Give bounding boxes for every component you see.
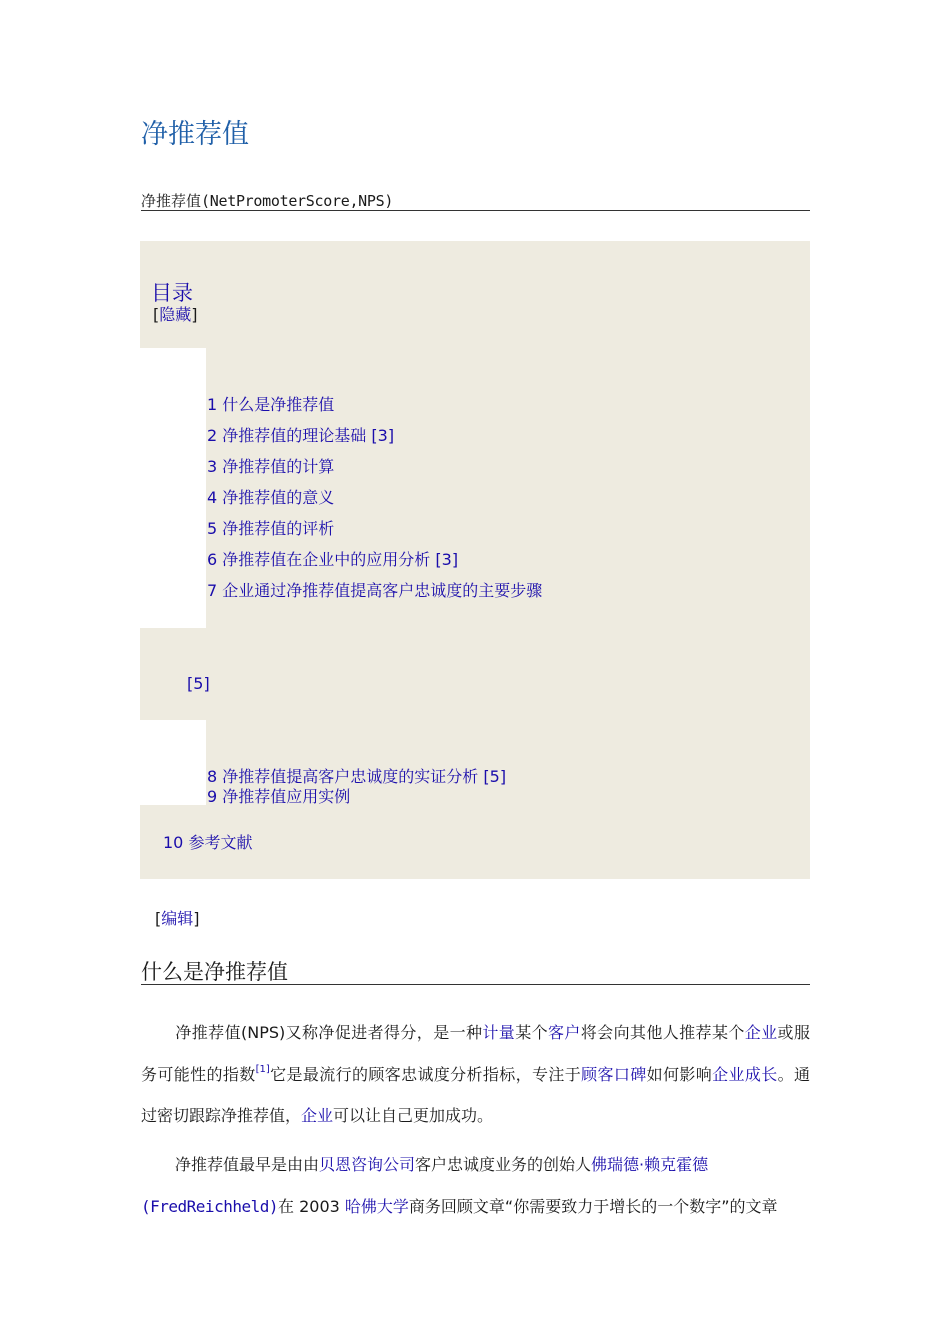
toc-item-4[interactable]: 4 净推荐值的意义 xyxy=(207,488,335,507)
page-subtitle: 净推荐值(NetPromoterScore,NPS) xyxy=(141,192,810,211)
toc-item-5[interactable]: 5 净推荐值的评析 xyxy=(207,519,335,538)
toc-heading: 目录 xyxy=(151,281,193,305)
toc-hide-toggle[interactable]: [隐藏] xyxy=(153,305,198,324)
link-fred-cn[interactable]: 佛瑞德·赖克霍德 xyxy=(591,1155,709,1174)
edit-link[interactable]: [编辑] xyxy=(155,909,200,928)
toc-item-3[interactable]: 3 净推荐值的计算 xyxy=(207,457,335,476)
link-enterprise[interactable]: 企业 xyxy=(744,1023,778,1042)
toc-item-9[interactable]: 9 净推荐值应用实例 xyxy=(207,787,351,806)
toc-item-8[interactable]: 8 净推荐值提高客户忠诚度的实证分析 [5] xyxy=(207,767,507,786)
toc-item-1[interactable]: 1 什么是净推荐值 xyxy=(207,395,335,414)
link-customer[interactable]: 客户 xyxy=(547,1023,581,1042)
citation-1[interactable]: [1] xyxy=(255,1063,270,1075)
toc-item-10[interactable]: 10 参考文献 xyxy=(163,833,253,852)
toc-item-7-ref[interactable]: [5] xyxy=(187,674,210,693)
toc-item-2[interactable]: 2 净推荐值的理论基础 [3] xyxy=(207,426,395,445)
link-fred-en[interactable]: (FredReichheld) xyxy=(141,1196,278,1216)
section-heading: 什么是净推荐值 xyxy=(141,960,810,985)
toc-item-6[interactable]: 6 净推荐值在企业中的应用分析 [3] xyxy=(207,550,459,569)
paragraph-2: 净推荐值最早是由由贝恩咨询公司客户忠诚度业务的创始人佛瑞德·赖克霍德 (FredReichheld)在 2003 哈佛大学商务回顾文章“你需要致力于增长的一个数字”的文章 xyxy=(141,1155,778,1216)
link-enterprise-2[interactable]: 企业 xyxy=(301,1106,334,1125)
link-measure[interactable]: 计量 xyxy=(482,1023,516,1042)
link-bain[interactable]: 贝恩咨询公司 xyxy=(319,1155,416,1174)
toc-panel-mid xyxy=(140,628,810,720)
link-enterprise-growth[interactable]: 企业成长 xyxy=(712,1064,778,1084)
page-title: 净推荐值 xyxy=(141,119,249,150)
link-harvard[interactable]: 哈佛大学 xyxy=(344,1196,409,1216)
toc-panel xyxy=(140,241,810,348)
link-word-of-mouth[interactable]: 顾客口碑 xyxy=(581,1064,647,1084)
paragraph-1: 净推荐值(NPS)又称净促进者得分，是一种计量某个客户将会向其他人推荐某个企业或服务可能性的指数[1]它是最流行的顾客忠诚度分析指标，专注于顾客口碑如何影响企业成长。通过密切跟踪净推荐值，企业可以让自己更加成功。 xyxy=(141,1023,810,1125)
toc-item-7[interactable]: 7 企业通过净推荐值提高客户忠诚度的主要步骤 xyxy=(207,581,543,600)
